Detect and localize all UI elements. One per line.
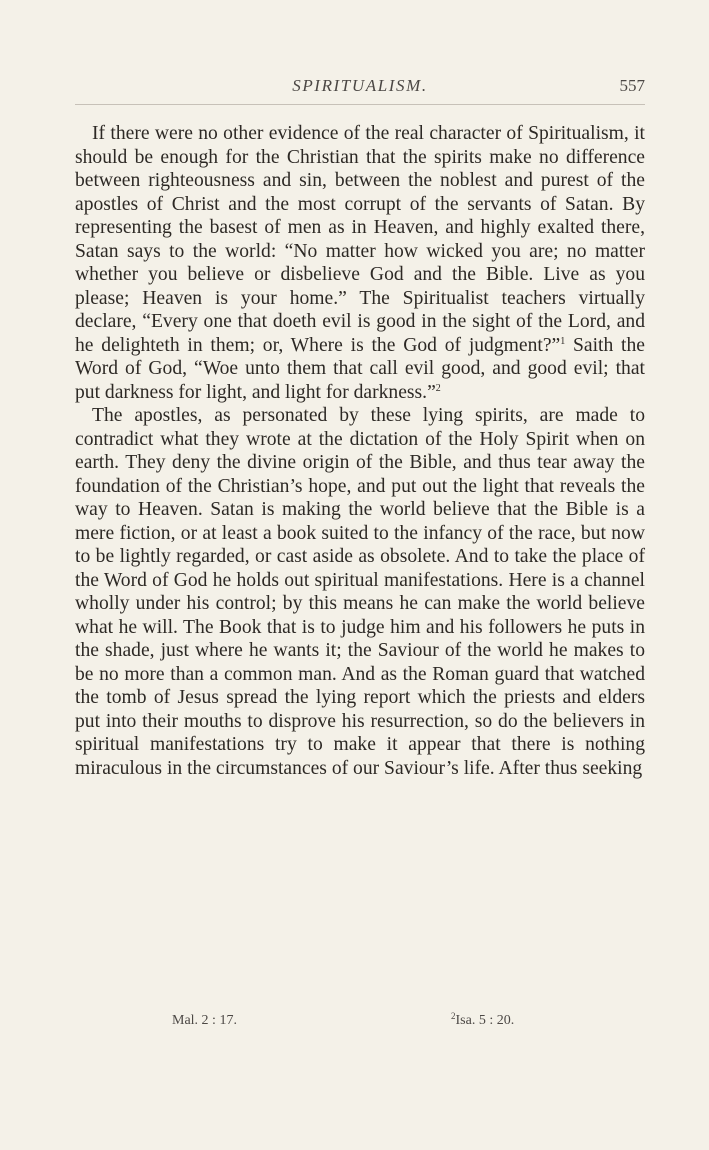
paragraph-2 — [75, 404, 645, 780]
body-text — [75, 122, 645, 780]
paragraph-2-text: The apostles, as personated by these lying spirits, are made to contradict what they wrote at the dictation of the Holy Spirit when on earth. They deny the divine origin of the Bible, and thus tear away the foundation of the Christian’s hope, and put out the light that reveals the way to Heaven. Satan is making the world believe that the Bible is a mere fiction, or at least a book suited to the infancy of the race, but now to be lightly regarded, or cast aside as obsolete. And to take the place of the Word of God he holds out spiritual manifestations. Here is a channel wholly under his control; by this means he can make the world believe what he will. The Book that is to judge him and his followers he puts in the shade, just where he wants it; the Saviour of the world he makes to be no more than a common man. And as the Roman guard that watched the tomb of Jesus spread the lying report which the priests and elders put into their mouths to disprove his resurrection, so do the believers in spiritual manifestations try to make it appear that there is nothing miraculous in the circumstances of our Saviour’s life. After thus seeking — [75, 405, 645, 779]
paragraph-1-text-part-1: If there were no other evidence of the real character of Spiritualism, it should be enough for the Christian that the spirits make no difference between righteousness and sin, between the noblest and purest of the apostles of Christ and the most corrupt of the servants of Satan. By representing the basest of men as in Heaven, and highly exalted there, Satan says to the world: “No matter how wicked you are; no matter whether you believe or disbelieve God and the Bible. Live as you please; Heaven is your home.” The Spiritualist teachers virtually declare, “Every one that doeth evil is good in the sight of the Lord, and he delighteth in them; or, Where is the God of judgment?” — [75, 123, 645, 356]
footnote-2-text: Isa. 5 : 20. — [455, 1013, 515, 1028]
paragraph-1 — [75, 122, 645, 404]
footnote-reference-1: 1 — [560, 335, 566, 347]
running-head — [75, 76, 645, 98]
running-title: SPIRITUALISM. — [292, 76, 428, 95]
page-number: 557 — [619, 76, 645, 95]
footnote-2-marker: 2 — [451, 1011, 456, 1021]
footnote-reference-2: 2 — [435, 382, 441, 394]
paragraph-1-text-part-2: Saith the Word of God, “Woe unto them that call evil good, and good evil; that put darkness for light, and light for darkness.” — [75, 334, 645, 403]
header-rule — [75, 104, 645, 105]
footnote-1 — [172, 1013, 237, 1029]
footnote-2 — [451, 1013, 514, 1029]
footnotes — [75, 1013, 645, 1035]
footnote-1-text: Mal. 2 : 17. — [172, 1013, 237, 1028]
